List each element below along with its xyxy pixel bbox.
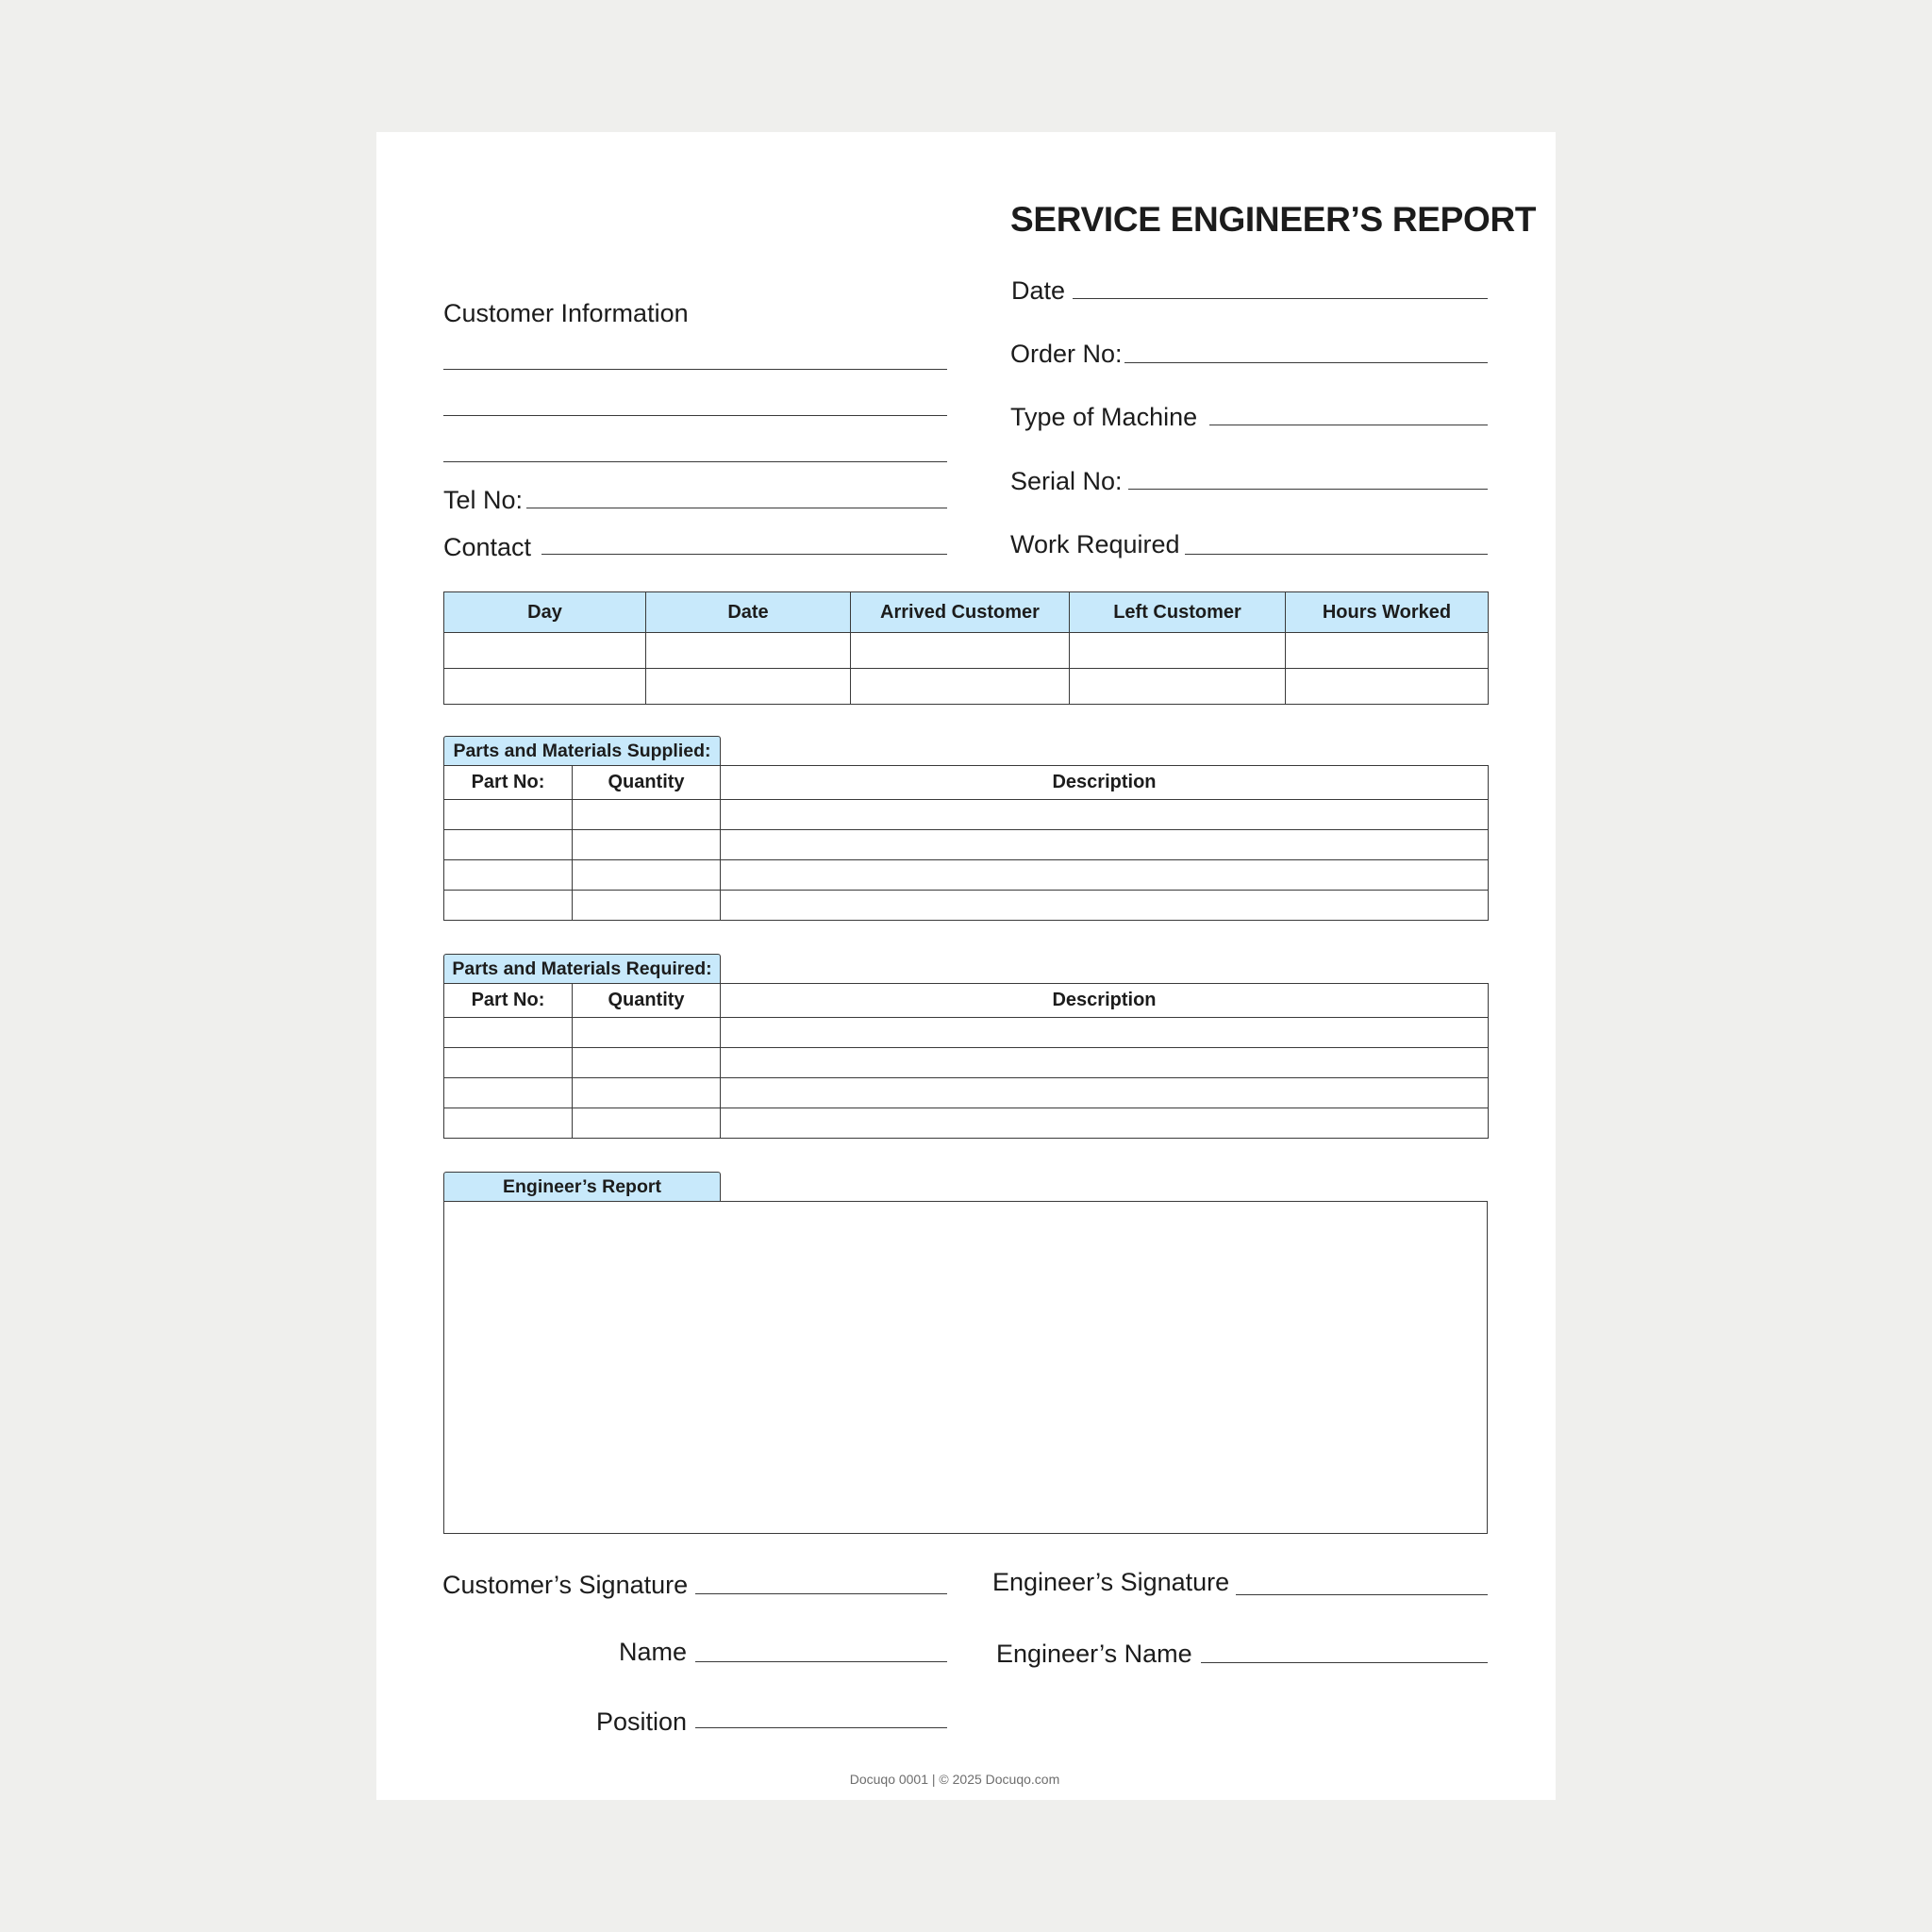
tel-no-label: Tel No: bbox=[443, 486, 524, 514]
position-field[interactable] bbox=[695, 1727, 947, 1728]
engineer-signature-label: Engineer’s Signature bbox=[992, 1568, 1230, 1596]
column-header-part-no: Part No: bbox=[444, 766, 573, 800]
left-customer-cell[interactable] bbox=[1070, 633, 1286, 669]
description-cell[interactable] bbox=[721, 800, 1489, 830]
quantity-cell[interactable] bbox=[573, 1048, 721, 1078]
engineer-signature-field[interactable] bbox=[1236, 1594, 1488, 1595]
engineer-report-textarea[interactable] bbox=[443, 1201, 1488, 1534]
arrived-customer-cell[interactable] bbox=[851, 633, 1070, 669]
date-cell[interactable] bbox=[646, 669, 851, 705]
description-cell[interactable] bbox=[721, 1108, 1489, 1139]
work-required-field[interactable] bbox=[1185, 554, 1488, 555]
part-no-cell[interactable] bbox=[444, 1108, 573, 1139]
column-header-part-no: Part No: bbox=[444, 984, 573, 1018]
parts-supplied-tab: Parts and Materials Supplied: bbox=[443, 736, 721, 765]
machine-type-label: Type of Machine bbox=[1010, 403, 1198, 431]
table-row bbox=[444, 830, 1489, 860]
description-cell[interactable] bbox=[721, 830, 1489, 860]
column-header-description: Description bbox=[721, 984, 1489, 1018]
part-no-cell[interactable] bbox=[444, 830, 573, 860]
customer-info-line-3[interactable] bbox=[443, 461, 947, 462]
time-table bbox=[443, 591, 1489, 705]
quantity-cell[interactable] bbox=[573, 891, 721, 921]
engineer-report-tab: Engineer’s Report bbox=[443, 1172, 721, 1201]
description-cell[interactable] bbox=[721, 1078, 1489, 1108]
customer-signature-label: Customer’s Signature bbox=[442, 1571, 689, 1599]
contact-field[interactable] bbox=[541, 554, 947, 555]
parts-required-table bbox=[443, 983, 1489, 1139]
order-no-label: Order No: bbox=[1010, 340, 1123, 368]
serial-no-field[interactable] bbox=[1128, 489, 1488, 490]
arrived-customer-cell[interactable] bbox=[851, 669, 1070, 705]
engineer-name-label: Engineer’s Name bbox=[996, 1640, 1192, 1668]
page-footer: Docuqo 0001 | © 2025 Docuqo.com bbox=[849, 1772, 1060, 1787]
column-header-left-customer: Left Customer bbox=[1070, 592, 1286, 633]
part-no-cell[interactable] bbox=[444, 800, 573, 830]
column-header-arrived-customer: Arrived Customer bbox=[851, 592, 1070, 633]
customer-signature-field[interactable] bbox=[695, 1593, 947, 1594]
date-field[interactable] bbox=[1073, 298, 1488, 299]
quantity-cell[interactable] bbox=[573, 1078, 721, 1108]
date-cell[interactable] bbox=[646, 633, 851, 669]
position-label: Position bbox=[595, 1707, 687, 1736]
table-row bbox=[444, 1108, 1489, 1139]
quantity-cell[interactable] bbox=[573, 1108, 721, 1139]
part-no-cell[interactable] bbox=[444, 860, 573, 891]
description-cell[interactable] bbox=[721, 1048, 1489, 1078]
customer-info-line-2[interactable] bbox=[443, 415, 947, 416]
serial-no-label: Serial No: bbox=[1010, 467, 1123, 495]
table-row bbox=[444, 633, 1489, 669]
column-header-description: Description bbox=[721, 766, 1489, 800]
quantity-cell[interactable] bbox=[573, 1018, 721, 1048]
quantity-cell[interactable] bbox=[573, 860, 721, 891]
engineer-name-field[interactable] bbox=[1201, 1662, 1488, 1663]
table-row bbox=[444, 860, 1489, 891]
part-no-cell[interactable] bbox=[444, 891, 573, 921]
parts-supplied-table bbox=[443, 765, 1489, 921]
description-cell[interactable] bbox=[721, 891, 1489, 921]
part-no-cell[interactable] bbox=[444, 1018, 573, 1048]
part-no-cell[interactable] bbox=[444, 1048, 573, 1078]
report-page bbox=[376, 132, 1556, 1800]
description-cell[interactable] bbox=[721, 860, 1489, 891]
page-title: SERVICE ENGINEER’S REPORT bbox=[1010, 200, 1537, 239]
table-row bbox=[444, 800, 1489, 830]
column-header-day: Day bbox=[444, 592, 646, 633]
work-required-label: Work Required bbox=[1010, 530, 1180, 558]
name-field[interactable] bbox=[695, 1661, 947, 1662]
name-label: Name bbox=[618, 1638, 687, 1666]
table-row bbox=[444, 1018, 1489, 1048]
table-row bbox=[444, 1078, 1489, 1108]
customer-info-line-1[interactable] bbox=[443, 369, 947, 370]
customer-info-heading: Customer Information bbox=[443, 299, 689, 327]
column-header-quantity: Quantity bbox=[573, 984, 721, 1018]
quantity-cell[interactable] bbox=[573, 800, 721, 830]
description-cell[interactable] bbox=[721, 1018, 1489, 1048]
table-row bbox=[444, 891, 1489, 921]
hours-worked-cell[interactable] bbox=[1286, 633, 1489, 669]
day-cell[interactable] bbox=[444, 669, 646, 705]
day-cell[interactable] bbox=[444, 633, 646, 669]
column-header-quantity: Quantity bbox=[573, 766, 721, 800]
hours-worked-cell[interactable] bbox=[1286, 669, 1489, 705]
column-header-hours-worked: Hours Worked bbox=[1286, 592, 1489, 633]
column-header-date: Date bbox=[646, 592, 851, 633]
date-label: Date bbox=[1011, 276, 1066, 305]
table-row bbox=[444, 669, 1489, 705]
part-no-cell[interactable] bbox=[444, 1078, 573, 1108]
contact-label: Contact bbox=[443, 533, 532, 561]
table-row bbox=[444, 1048, 1489, 1078]
quantity-cell[interactable] bbox=[573, 830, 721, 860]
order-no-field[interactable] bbox=[1124, 362, 1488, 363]
left-customer-cell[interactable] bbox=[1070, 669, 1286, 705]
parts-required-tab: Parts and Materials Required: bbox=[443, 954, 721, 983]
